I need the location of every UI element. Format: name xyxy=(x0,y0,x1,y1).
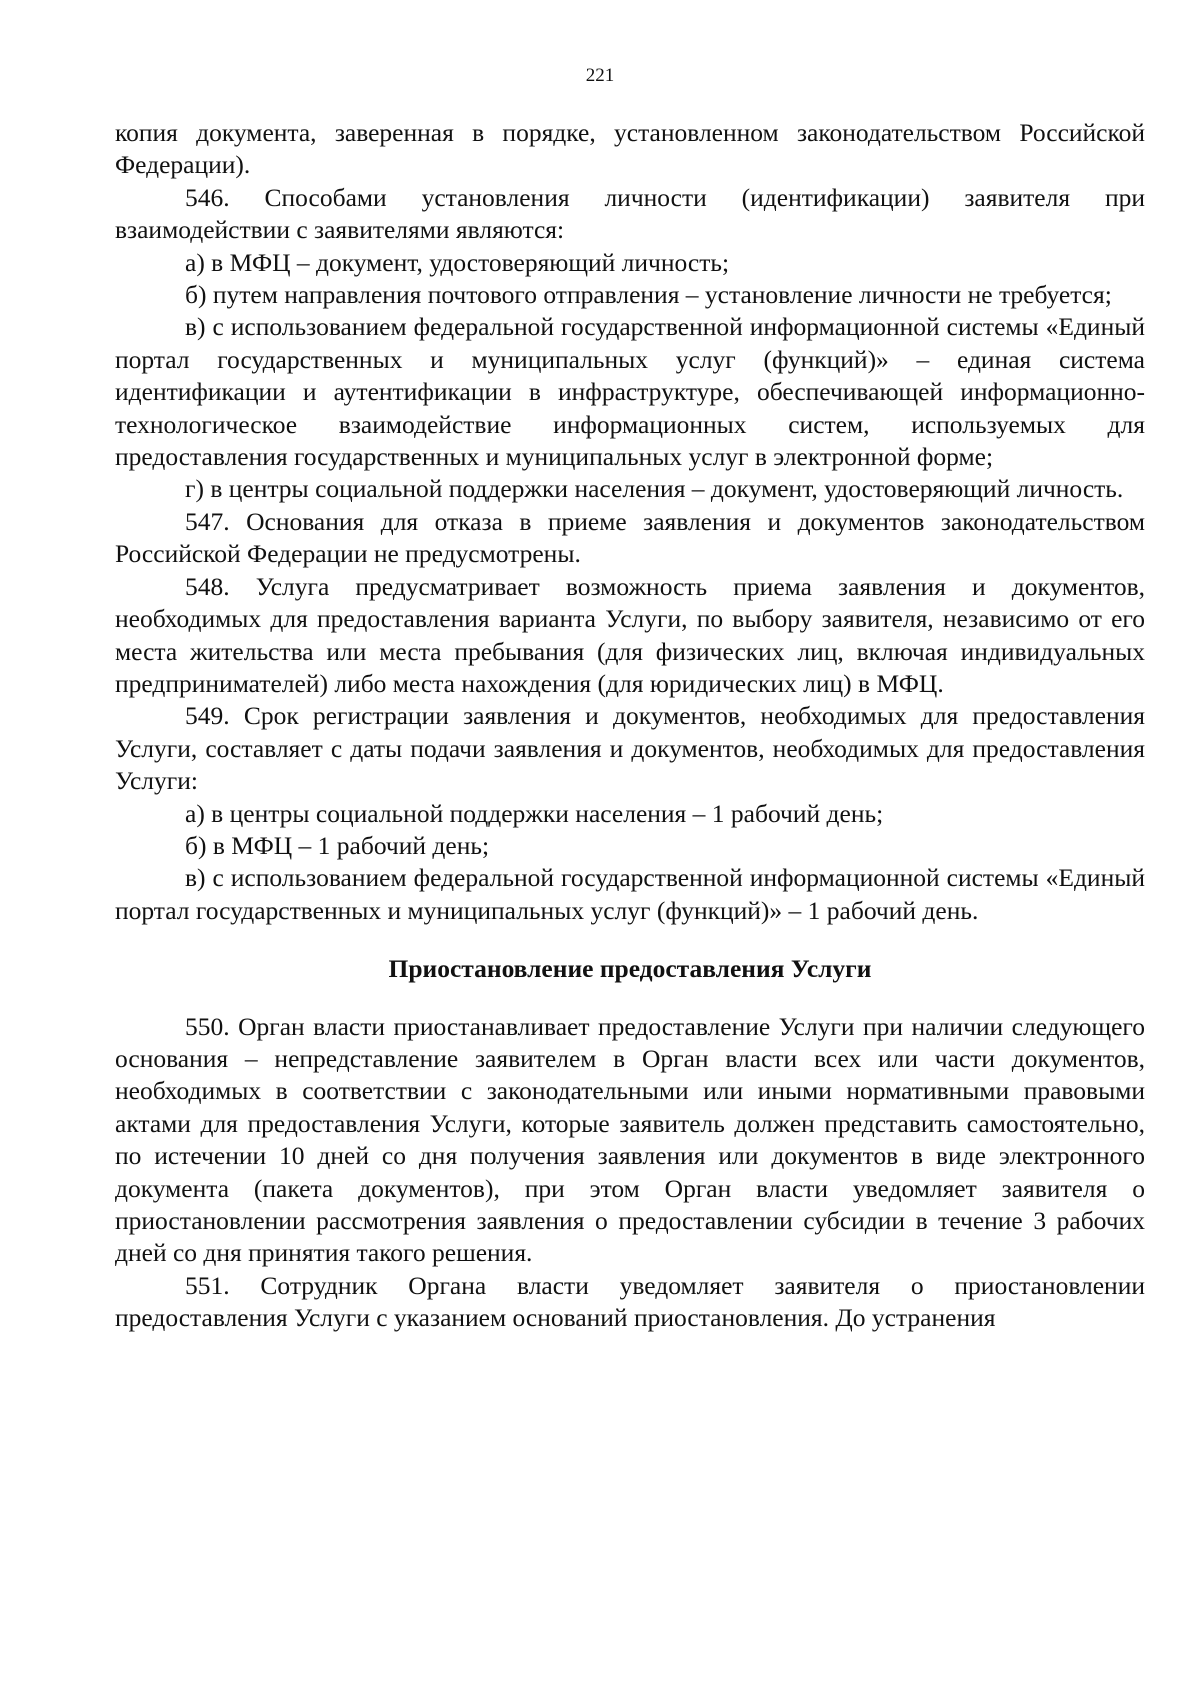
paragraph-547: 547. Основания для отказа в приеме заявления и документов законодательством Российской Федерации не предусмотрены. xyxy=(115,506,1145,569)
paragraph-549: 549. Срок регистрации заявления и документов, необходимых для предоставления Услуги, составляет с даты подачи заявления и документов, необходимых для предоставления Услуги: xyxy=(115,701,1145,796)
paragraph-551: 551. Сотрудник Органа власти уведомляет заявителя о приостановлении предоставления Услуги с указанием оснований приостановления. До устранения xyxy=(115,1270,1145,1333)
paragraph-549-v: в) с использованием федеральной государственной информационной системы «Единый портал государственных и муниципальных услуг (функций)» – 1 рабочий день. xyxy=(115,863,1145,925)
paragraph-546-a: а) в МФЦ – документ, удостоверяющий личность; xyxy=(185,247,730,277)
paragraph-550: 550. Орган власти приостанавливает предоставление Услуги при наличии следующего основания – непредставление заявителем в Орган власти всех или части документов, необходимых в соответствии с законодательными или иными нормативными правовыми актами для предоставления Услуги, которые заявитель должен представить самостоятельно, по истечении 10 дней со дня получения заявления или документов в виде электронного документа (пакета документов), при этом Орган власти уведомляет заявителя о приостановлении рассмотрения заявления о предоставлении субсидии в течение 3 рабочих дней со дня принятия такого решения. xyxy=(115,1011,1145,1268)
page-number: 221 xyxy=(585,65,615,86)
paragraph-549-a: а) в центры социальной поддержки населения – 1 рабочий день; xyxy=(185,798,884,828)
section-heading: Приостановление предоставления Услуги xyxy=(388,954,872,984)
paragraph-546-v: в) с использованием федеральной государственной информационной системы «Единый портал государственных и муниципальных услуг (функций)» – единая система идентификации и аутентификации в инфраструктуре, обеспечивающей информационно-технологическое взаимодействие информационных систем, используемых для предоставления государственных и муниципальных услуг в электронной форме; xyxy=(115,312,1145,472)
paragraphs-before-heading xyxy=(115,117,1145,927)
document-body xyxy=(115,117,1145,1335)
paragraph-549-b: б) в МФЦ – 1 рабочий день; xyxy=(185,830,490,860)
paragraph-continuation: копия документа, заверенная в порядке, установленном законодательством Российской Федерации). xyxy=(115,118,1145,180)
paragraph-546-b: б) путем направления почтового отправления – установление личности не требуется; xyxy=(185,280,1112,310)
paragraphs-after-heading xyxy=(115,1011,1145,1335)
paragraph-546-g: г) в центры социальной поддержки населения – документ, удостоверяющий личность. xyxy=(185,474,1124,504)
paragraph-548: 548. Услуга предусматривает возможность приема заявления и документов, необходимых для предоставления варианта Услуги, по выбору заявителя, независимо от его места жительства или места пребывания (для физических лиц, включая индивидуальных предпринимателей) либо места нахождения (для юридических лиц) в МФЦ. xyxy=(115,571,1145,698)
paragraph-546: 546. Способами установления личности (идентификации) заявителя при взаимодействии с заявителями являются: xyxy=(115,182,1145,245)
